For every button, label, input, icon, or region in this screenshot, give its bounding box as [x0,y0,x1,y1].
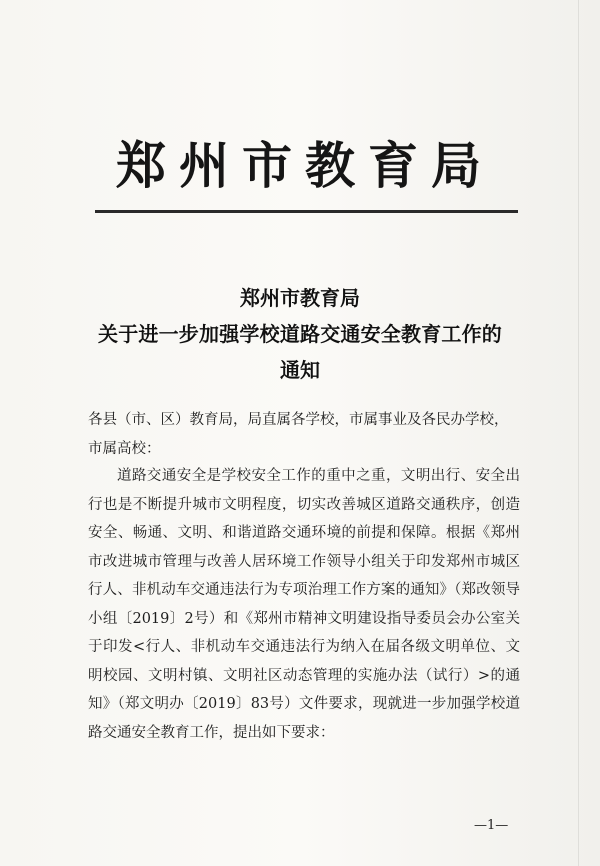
notice-title-line-3: 通知 [280,358,320,382]
masthead-rule [95,210,518,213]
notice-title-line-2: 关于进一步加强学校道路交通安全教育工作的 [98,322,502,346]
salutation: 各县（市、区）教育局，局直属各学校，市属事业及各民办学校，市属高校： [88,412,509,457]
masthead-title: 郑州市教育局 [116,136,494,195]
body-paragraph: 道路交通安全是学校安全工作的重中之重，文明出行、安全出行也是不断提升城市文明程度，切实改善城区道路交通秩序，创造安全、畅通、文明、和谐道路交通环境的前提和保障。根据《郑州市改进城市管理与改善人居环境工作领导小组关于印发郑州市城区行人、非机动车交通违法行为专项治理工作方案的通知》（郑改领导小组〔2019〕2号）和《郑州市精神文明建设指导委员会办公室关于印发<行人、非机动车交通违法行为纳入在届各级文明单位、文明校园、文明村镇、文明社区动态管理的实施办法（试行）>的通知》（郑文明办〔2019〕83号）文件要求，现就进一步加强学校道路交通安全教育工作，提出如下要求： [88,468,520,741]
page-number: —1— [474,818,509,833]
page-fold-line [578,0,579,866]
notice-title-line-1: 郑州市教育局 [240,286,360,310]
